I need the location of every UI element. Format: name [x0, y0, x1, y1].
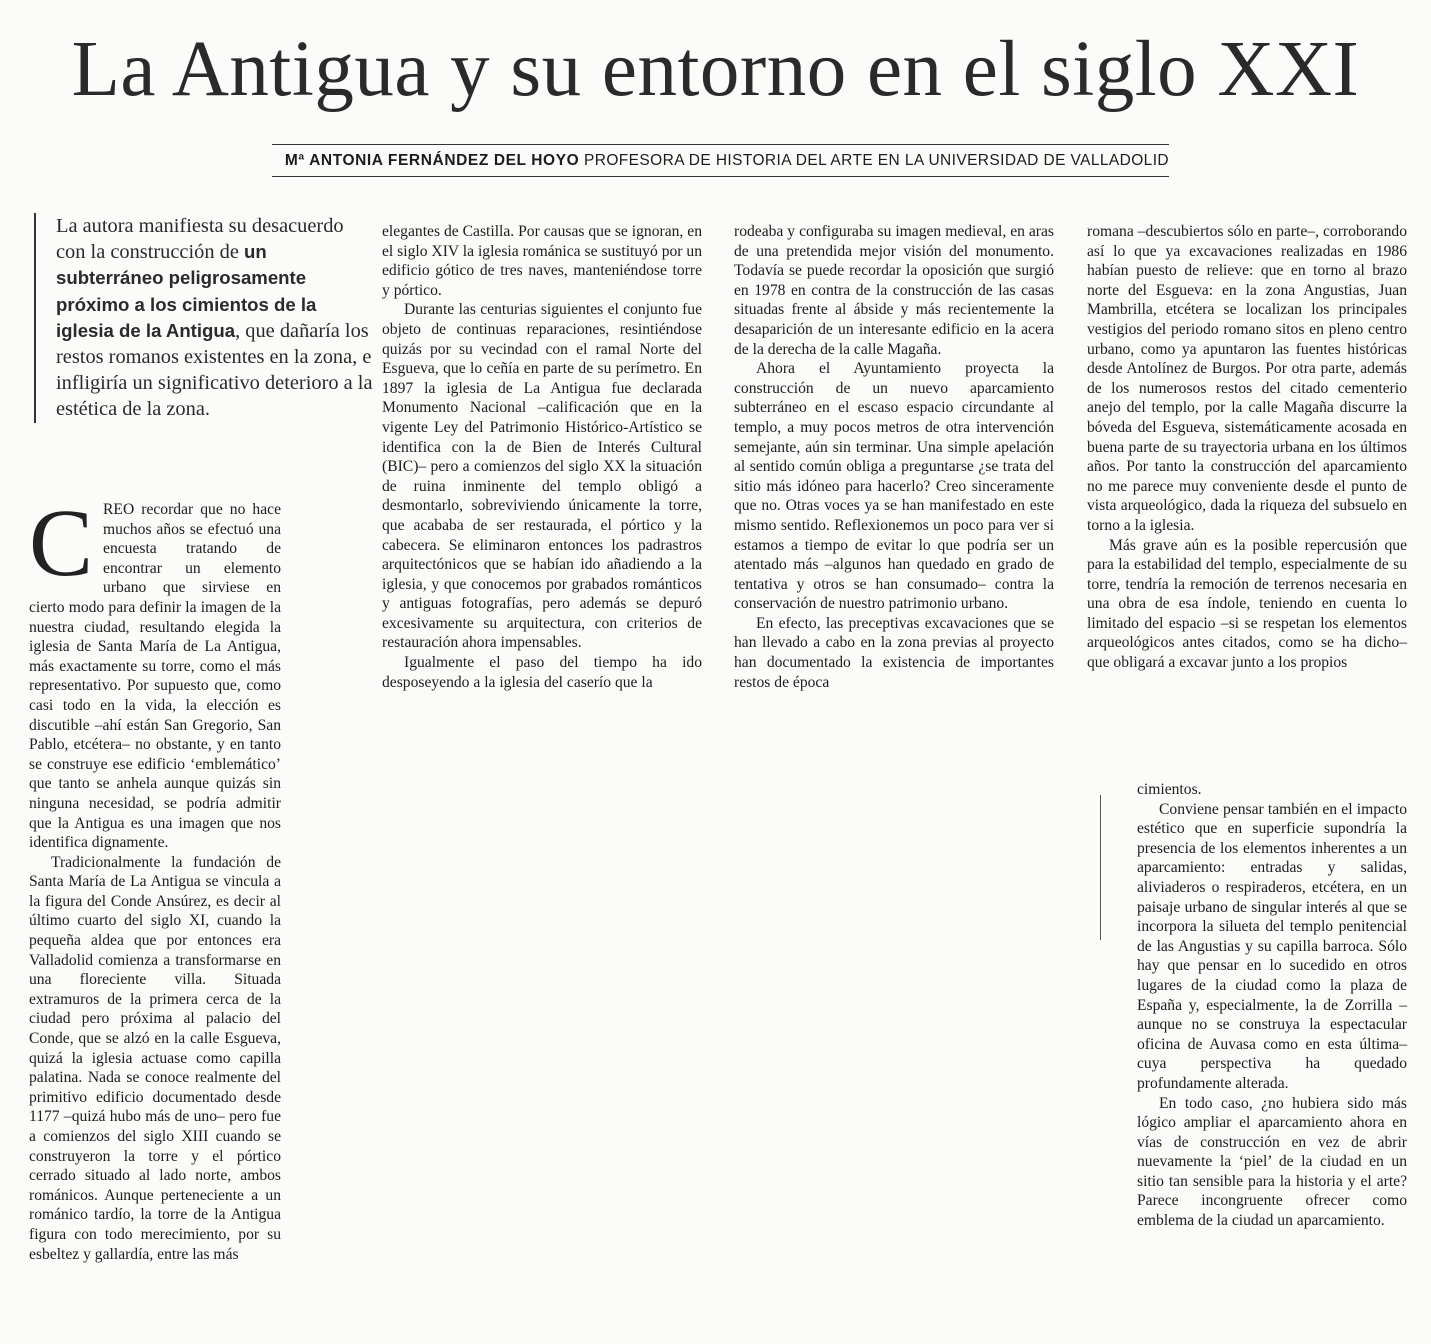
author-role: PROFESORA DE HISTORIA DEL ARTE EN LA UNIVERSIDAD DE VALLADOLID: [584, 152, 1169, 169]
paragraph-2-cont: elegantes de Castilla. Por causas que se ignoran, en el siglo XIV la iglesia románica se sustituyó por un edificio gótico de tres naves, manteniéndose torre y pórtico.: [382, 223, 702, 299]
paragraph-4-cont: rodeaba y configuraba su imagen medieval, en aras de una pretendida mejor visión del monumento. Todavía se puede recordar la oposición que surgió en 1978 en contra de la construcción de las casas situadas frente al ábside y más recientemente la desaparición de un interesante edificio en la acera de la derecha de la calle Magaña.: [734, 223, 1054, 358]
column-2: [382, 222, 702, 692]
column-4: [1087, 222, 1407, 673]
column-4-lower: [1137, 780, 1407, 1231]
column-1: [29, 489, 281, 1264]
paragraph-8: Conviene pensar también en el impacto estético que en superficie supondría la presencia de los elementos inherentes a un aparcamiento: entradas y salidas, aliviaderos o respiraderos, etcétera, en un paisaje urbano de singular interés al que se incorpora la silueta del templo penitencial de las Angustias y su capilla barroca. Sólo hay que pensar en lo sucedido en otros lugares de la ciudad como la plaza de España y, especialmente, la de Zorrilla –aunque no se construya la espectacular oficina de Auvasa como en esta última– cuya perspectiva ha quedado profundamente alterada.: [1137, 800, 1407, 1092]
paragraph-6-cont: romana –descubiertos sólo en parte–, corroborando así lo que ya excavaciones realizadas en 1986 habían puesto de relieve: que en torno al brazo norte del Esgueva: en la zona Angustias, Juan Mambrilla, etcétera se localizan los principales vestigios del periodo romano sitos en pleno centro urbano, como ya apuntaron las fuentes históricas desde Antolínez de Burgos. Por otra parte, además de los numerosos restos del citado cementerio anejo del templo, por la calle Magaña discurre la bóveda del Esgueva, sistemáticamente acosada en buena parte de su trayectoria urbana en los últimos años. Por tanto la construcción del aparcamiento no me parece muy conveniente desde el punto de vista arqueológico, dada la riqueza del subsuelo en torno a la iglesia.: [1087, 223, 1407, 534]
column-3: [734, 222, 1054, 692]
byline: [272, 144, 1169, 177]
article-title: La Antigua y su entorno en el siglo XXI: [71, 26, 1360, 113]
paragraph-4: Igualmente el paso del tiempo ha ido desposeyendo a la iglesia del caserío que la: [382, 654, 702, 691]
author-name: Mª ANTONIA FERNÁNDEZ DEL HOYO: [284, 152, 580, 169]
paragraph-9: En todo caso, ¿no hubiera sido más lógico ampliar el aparcamiento ahora en vías de construcción en vez de abrir nuevamente la ‘piel’ de la ciudad en un sitio tan sensible para la historia y el arte? Parece incongruente ofrecer como emblema de la ciudad un aparcamiento.: [1137, 1094, 1407, 1230]
paragraph-7: Más grave aún es la posible repercusión que para la estabilidad del templo, especialmente de su torre, tendría la remoción de terrenos necesaria en una obra de esa índole, teniendo en cuenta lo limitado del espacio –si se respetan los elementos arqueológicos antes citados, como se ha dicho– que obligará a excavar junto a los propios: [1087, 536, 1407, 672]
lede-summary: [34, 213, 374, 423]
paragraph-1-text: REO recordar que no hace muchos años se efectuó una encuesta tratando de encontrar un elemento urbano que sirviese en cierto modo para definir la imagen de la nuestra ciudad, resultando elegida la iglesia de Santa María de La Antigua, más exactamente su torre, como el más representativo. Por supuesto que, como casi todo en la vida, la elección es discutible –ahí están San Gregorio, San Pablo, etcétera– no obstante, y en tanto se construye ese edificio ‘emblemático’ que tanto se anhela aunque quizás sin ninguna necesidad, se podría admitir que la Antigua es una imagen que nos identifica dignamente.: [29, 501, 281, 852]
paragraph-3: Durante las centurias siguientes el conjunto fue objeto de continuas reparaciones, resintiéndose quizás por su vecindad con el ramal Norte del Esgueva, que lo ceñía en parte de su perímetro. En 1897 la iglesia de La Antigua fue declarada Monumento Nacional –calificación que en la vigente Ley del Patrimonio Histórico-Artístico se identifica con la de Bien de Interés Cultural (BIC)– pero a comienzos del siglo XX la situación de ruina inminente del templo obligó a desmontarlo, sobreviviendo únicamente la torre, que acababa de ser restaurada, el pórtico y la cabecera. Se eliminaron entonces los padrastros arquitectónicos que se habían ido añadiendo a la iglesia, y que conocemos por grabados románticos y antiguas fotografías, pero además se depuró excesivamente su arquitectura, con criterios de restauración ahora impensables.: [382, 301, 702, 652]
paragraph-2: Tradicionalmente la fundación de Santa María de La Antigua se vincula a la figura del Conde Ansúrez, es decir al último cuarto del siglo XI, cuando la pequeña aldea que por entonces era Valladolid comienza a transformarse en una floreciente villa. Situada extramuros de la primera cerca de la ciudad pero próxima al palacio del Conde, que se alzó en la calle Esgueva, quizá la iglesia actuase como capilla palatina. Nada se conoce realmente del primitivo edificio documentado desde 1177 –quizá hubo más de uno– pero fue a comienzos del siglo XIII cuando se construyeron la torre y el pórtico cerrado situado al lado norte, ambos románicos. Aunque perteneciente a un románico tardío, la torre de la Antigua figura con todo merecimiento, por su esbeltez y gallardía, entre las más: [29, 853, 281, 1263]
lede-text-2: , que dañaría los restos romanos existentes en la zona, e infligiría un significativo deterioro a la estética de la zona.: [56, 319, 373, 421]
drop-cap: C: [29, 489, 94, 596]
paragraph-6: En efecto, las preceptivas excavaciones que se han llevado a cabo en la zona previas al proyecto han documentado la existencia de importantes restos de época: [734, 614, 1054, 691]
paragraph-7-cont: cimientos.: [1137, 781, 1202, 798]
paragraph-5: Ahora el Ayuntamiento proyecta la construcción de un nuevo aparcamiento subterráneo en el escaso espacio circundante al templo, a muy pocos metros de otra intervención semejante, aún sin terminar. Una simple apelación al sentido común obliga a preguntarse ¿se trata del sitio más idóneo para hacerlo? Creo sinceramente que no. Otras voces ya se han manifestado en este mismo sentido. Reflexionemos un poco para ver si estamos a tiempo de evitar lo que podría ser un atentado más –algunos han quedado en grado de tentativa y otros se han consumado– contra la conservación de nuestro patrimonio urbano.: [734, 360, 1054, 613]
lede-highlight: un subterráneo peligrosamente próximo a los cimientos de la iglesia de la Antigua: [56, 241, 317, 341]
paragraph: [29, 489, 281, 853]
lede-text-1: La autora manifiesta su desacuerdo con la construcción de: [56, 215, 344, 264]
column-divider: [1100, 795, 1101, 940]
